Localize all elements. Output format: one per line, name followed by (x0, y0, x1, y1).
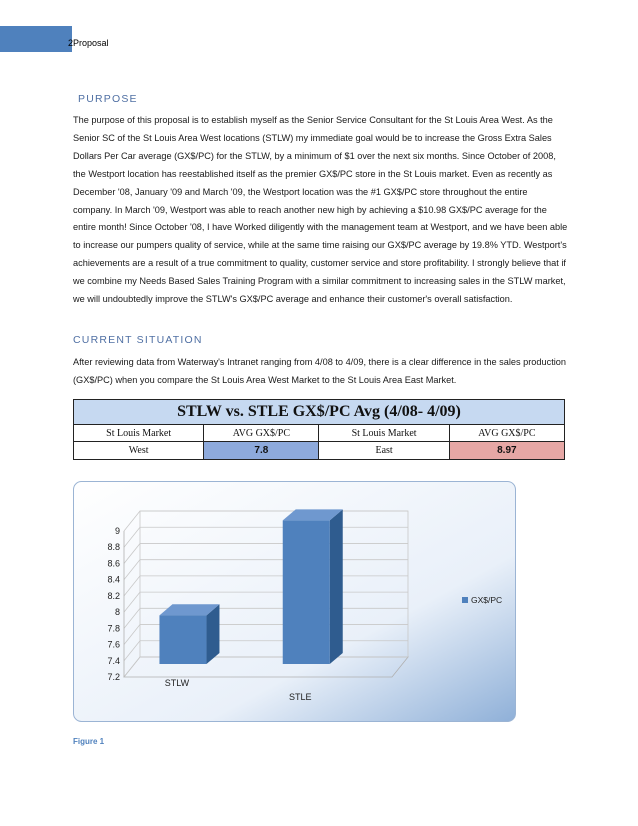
table-header-cell: AVG GX$/PC (449, 425, 564, 442)
comparison-table (73, 399, 565, 460)
table-header-cell: AVG GX$/PC (204, 425, 319, 442)
purpose-heading: PURPOSE (78, 93, 138, 105)
y-tick-label: 8 (114, 607, 120, 618)
table-header-cell: St Louis Market (74, 425, 204, 442)
west-value-cell: 7.8 (204, 442, 319, 460)
y-tick-label: 8.4 (107, 574, 120, 585)
y-tick-label: 8.8 (107, 542, 120, 553)
current-situation-heading: CURRENT SITUATION (73, 334, 203, 346)
y-tick-label: 7.8 (107, 623, 120, 634)
table-title-row (74, 400, 565, 425)
y-tick-label: 7.4 (107, 655, 120, 666)
west-label-cell: West (74, 442, 204, 460)
y-tick-label: 9 (114, 526, 120, 536)
bar-chart (73, 481, 516, 722)
y-tick-label: 7.6 (107, 639, 120, 650)
page-tab (0, 26, 72, 52)
east-value-cell: 8.97 (449, 442, 564, 460)
figure-caption: Figure 1 (73, 737, 105, 746)
y-tick-label: 8.2 (107, 590, 120, 601)
y-tick-label: 7.2 (107, 672, 120, 682)
current-situation-paragraph: After reviewing data from Waterway's Intranet ranging from 4/08 to 4/09, there is a clear difference in the sales production (GX$/PC) when you compare the St Louis Area West Market to the St Louis Area East Market. (73, 357, 567, 385)
chart-container (73, 481, 516, 722)
bar-side-face (330, 509, 343, 664)
table-header-cell: St Louis Market (319, 425, 449, 442)
table-title: STLW vs. STLE GX$/PC Avg (4/08- 4/09) (74, 400, 565, 425)
table-row (74, 442, 565, 460)
x-category-label: STLW (164, 678, 190, 688)
legend-swatch (462, 597, 468, 603)
x-category-label: STLE (288, 692, 312, 702)
east-label-cell: East (319, 442, 449, 460)
page-header: 2Proposal (68, 38, 109, 48)
y-tick-label: 8.6 (107, 558, 120, 569)
bar (283, 520, 330, 664)
legend-label: GX$/PC (471, 595, 503, 605)
bar (159, 615, 206, 664)
purpose-paragraph: The purpose of this proposal is to establish myself as the Senior Service Consultant for the St Louis Area West. As the Senior SC of the St Louis Area West locations (STLW) my immediate goal would be to increase the Gross Extra Sales Dollars Per Car average (GX$/PC) for the STLW, by a minimum of $1 over the next six months. Since October of 2008, the Westport location has reestablished itself as the premier GX$/PC store in the St Louis market. Even as recently as December '08, January '09 and March '09, the Westport location was the #1 GX$/PC store throughout the entire company. In March '09, Westport was able to reach another new high by achieving a $10.98 GX$/PC average for the entire month! Since October '08, I have Worked diligently with the management team at Westport, and we have been able to increase our pumpers quality of service, while at the same time raising our GX$/PC average by 19.8% YTD. Westport's achievements are a result of a true commitment to quality, customer service and store profitability. I strongly believe that if we combine my Needs Based Sales Training Program with a similar commitment to increasing sales in the STLW market, we will undoubtedly improve the STLW's GX$/PC average and enhance their customer's overall satisfaction. (73, 115, 568, 305)
table-header-row (74, 425, 565, 442)
